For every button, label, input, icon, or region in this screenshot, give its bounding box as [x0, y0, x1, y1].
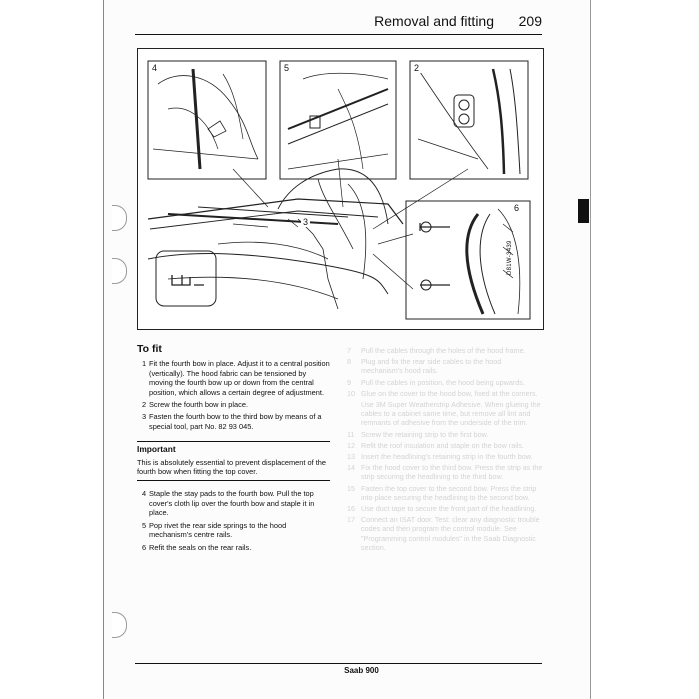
- page-footer: Saab 900: [344, 666, 379, 675]
- ghost-item: [347, 441, 543, 450]
- ghost-text: Use duct tape to secure the front part of the headlining.: [361, 504, 537, 514]
- ghost-number: 7: [347, 346, 351, 355]
- step-item: [137, 489, 330, 517]
- ghost-item: [347, 378, 543, 387]
- step-text: Refit the seals on the rear rails.: [149, 542, 252, 552]
- ghost-item: [347, 357, 543, 375]
- figure-reference-code: D81W-3439: [507, 240, 513, 275]
- ghost-number: 17: [347, 515, 355, 525]
- ghost-number: 15: [347, 483, 355, 493]
- panel-label-5: 5: [284, 63, 290, 73]
- important-title: Important: [137, 444, 176, 455]
- ghost-item: [347, 515, 543, 552]
- ghost-text: Insert the headlining's retaining strip in the fourth bow.: [361, 452, 533, 462]
- ghost-number: 10: [347, 388, 355, 398]
- ghost-item: [347, 389, 543, 398]
- step-number: 5: [142, 520, 147, 530]
- step-item: [137, 400, 330, 409]
- step-number: 2: [142, 400, 147, 410]
- ghost-item: [347, 430, 543, 439]
- ghost-text: Use 3M Super Weatherstrip Adhesive. When glueing the cables to a cabinet same time, but remove all lint and remnants of adhesive from the underside of the trim.: [361, 400, 541, 428]
- step-number: 3: [142, 412, 147, 422]
- step-item: [137, 359, 330, 397]
- header-title: Removal and fitting: [374, 13, 494, 29]
- step-item: [137, 521, 330, 540]
- ghost-text: Pull the cables through the holes of the hood frame.: [361, 346, 526, 355]
- ghost-number: 8: [347, 357, 351, 367]
- ghost-text: Screw the retaining strip to the first bow.: [361, 429, 489, 439]
- page-header: [135, 10, 542, 35]
- step-text: Pop rivet the rear side springs to the hood mechanism's centre rails.: [149, 520, 287, 540]
- footer-rule: [135, 663, 542, 664]
- ghost-text: Glue on the cover to the hood bow, fixed at the corners.: [361, 388, 538, 398]
- step-text: Fasten the fourth bow to the third bow by means of a special tool, part No. 82 93 045.: [149, 412, 322, 431]
- ghost-number: 9: [347, 377, 351, 387]
- panel-label-4: 4: [152, 63, 158, 73]
- section-thumb-tab: [578, 199, 589, 223]
- technical-illustration: [137, 48, 544, 330]
- ghost-item: [347, 452, 543, 461]
- inset-panel-4: [148, 61, 266, 179]
- ghost-number: 16: [347, 504, 355, 514]
- step-number: 6: [142, 542, 147, 552]
- panel-label-6: 6: [514, 203, 520, 213]
- page-number: 209: [518, 13, 542, 29]
- ghost-number: 13: [347, 452, 355, 462]
- ghost-number: 12: [347, 440, 355, 450]
- ghost-text: Fasten the top cover to the second bow. Press the strip into place securing the headlining to the second bow.: [361, 483, 537, 502]
- step-item: [137, 412, 330, 431]
- callout-label-3: 3: [303, 217, 309, 227]
- panel-label-2: 2: [414, 63, 420, 73]
- ghost-item: [347, 400, 543, 428]
- ghost-item: [347, 484, 543, 502]
- important-text: This is absolutely essential to prevent displacement of the fourth bow when fitting the top cover.: [137, 457, 326, 477]
- step-number: 1: [142, 359, 147, 369]
- step-text: Staple the stay pads to the fourth bow. Pull the top cover's cloth lip over the fourth bow and staple it in place.: [149, 489, 315, 518]
- instructions-column: [137, 345, 330, 555]
- ghost-number: 11: [347, 429, 355, 439]
- illustration-drawing: [138, 49, 543, 329]
- show-through-text-column: [347, 346, 543, 554]
- section-title: To fit: [137, 343, 162, 355]
- important-note: [137, 441, 330, 481]
- ghost-text: Fix the hood cover to the third bow. Press the strip as the strip securing the headlining to the third bow.: [361, 463, 543, 482]
- step-number: 4: [142, 489, 147, 499]
- ghost-item: [347, 346, 543, 355]
- ghost-item: [347, 463, 543, 481]
- step-text: Screw the fourth bow in place.: [149, 400, 249, 410]
- ghost-text: Pull the cables in position, the hood being upwards.: [361, 377, 525, 387]
- ghost-text: Connect an ISAT door. Test: clear any diagnostic trouble codes and then program the control module. See "Programming control modules" in the Saab Diagnostic section.: [361, 515, 540, 552]
- step-text: Fit the fourth bow in place. Adjust it to a central position (vertically). The hood fabric can be tensioned by moving the fourth bow up or down from the central position, which allows a certain degree of adjustment.: [149, 359, 330, 397]
- ghost-text: Plug and fix the rear side cables to the hood mechanism's hood rails.: [361, 357, 502, 376]
- ghost-number: 14: [347, 463, 355, 473]
- ghost-text: Refit the roof insulation and staple on the bow rails.: [361, 440, 525, 450]
- step-item: [137, 543, 330, 552]
- ghost-item: [347, 504, 543, 513]
